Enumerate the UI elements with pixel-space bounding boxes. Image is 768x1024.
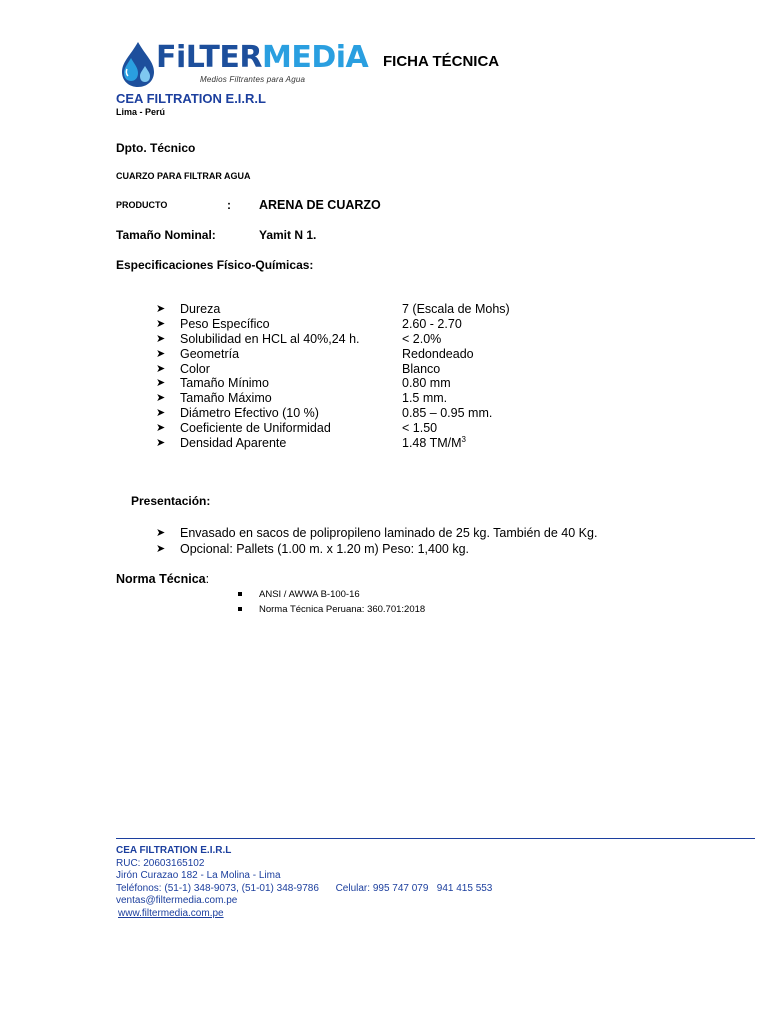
filtermedia-logo [116,38,369,90]
spec-name: Tamaño Máximo [180,391,272,406]
spec-value: 0.80 mm [402,376,451,391]
spec-value: 0.85 – 0.95 mm. [402,406,493,421]
water-drops-icon [116,40,160,88]
spec-value [402,436,466,451]
arrow-bullet-icon: ➤ [156,422,166,435]
arrow-bullet-icon: ➤ [156,332,166,345]
spec-value: 7 (Escala de Mohs) [402,302,510,316]
arrow-bullet-icon: ➤ [156,527,166,539]
spec-name: Color [180,361,210,376]
specifications-heading: Especificaciones Físico-Químicas: [116,258,314,272]
norm-text: ANSI / AWWA B-100-16 [259,589,360,600]
arrow-bullet-icon: ➤ [156,392,166,405]
footer-ruc: RUC: 20603165102 [116,857,205,869]
spec-name: Diámetro Efectivo (10 %) [180,406,319,421]
product-value: ARENA DE CUARZO [259,198,381,212]
company-name: CEA FILTRATION E.I.R.L [116,91,266,106]
presentation-heading: Presentación: [131,494,211,508]
square-bullet-icon [238,592,242,596]
norm-heading-text: Norma Técnica [116,572,206,586]
arrow-bullet-icon: ➤ [156,437,166,450]
logo-wordmark-part2: MEDiA [261,40,369,75]
presentation-text: Opcional: Pallets (1.00 m. x 1.20 m) Peso: 1,400 kg. [180,542,470,556]
nominal-size-label: Tamaño Nominal: [116,228,216,242]
square-bullet-icon [238,607,242,611]
company-city: Lima - Perú [116,107,166,117]
spec-value-text: 1.48 TM/M [402,436,462,451]
spec-name: Geometría [180,346,240,361]
document-subtitle: CUARZO PARA FILTRAR AGUA [116,171,251,181]
presentation-text: Envasado en sacos de polipropileno laminado de 25 kg. También de 40 Kg. [180,526,598,540]
spec-value: 1.5 mm. [402,391,448,406]
footer-email-link[interactable]: ventas@filtermedia.com.pe [116,895,238,907]
spec-value-superscript: 3 [461,434,466,444]
footer-address: Jirón Curazao 182 - La Molina - Lima [116,870,281,882]
footer-divider [116,838,755,839]
department: Dpto. Técnico [116,141,196,155]
logo-tagline: Medios Filtrantes para Agua [200,75,306,84]
arrow-bullet-icon: ➤ [156,543,166,555]
logo-wordmark [156,41,368,75]
spec-value: Redondeado [402,346,474,361]
arrow-bullet-icon: ➤ [156,317,166,330]
spec-name: Densidad Aparente [180,436,287,451]
nominal-size-value: Yamit N 1. [259,228,317,242]
spec-value: Blanco [402,361,441,376]
norm-heading-colon: : [205,572,210,586]
logo-wordmark-part1: FiLTER [156,40,262,75]
footer-phones: Teléfonos: (51-1) 348-9073, (51-01) 348-9786 Celular: 995 747 079 941 415 553 [116,882,493,894]
footer [116,845,492,921]
spec-name: Coeficiente de Uniformidad [180,421,331,436]
product-label: PRODUCTO [116,200,168,210]
spec-value: < 2.0% [402,331,442,346]
footer-company: CEA FILTRATION E.I.R.L [116,845,232,856]
arrow-bullet-icon: ➤ [156,303,166,315]
spec-value: 2.60 - 2.70 [402,316,462,331]
footer-website-link[interactable]: www.filtermedia.com.pe [118,907,224,919]
arrow-bullet-icon: ➤ [156,377,166,390]
arrow-bullet-icon: ➤ [156,407,166,420]
spec-name: Peso Específico [180,316,270,331]
norm-heading [116,572,209,586]
spec-name: Dureza [180,302,221,316]
arrow-bullet-icon: ➤ [156,347,166,360]
product-colon: : [227,198,231,212]
spec-name: Solubilidad en HCL al 40%,24 h. [180,331,360,346]
spec-value: < 1.50 [402,421,438,436]
document-title: FICHA TÉCNICA [383,53,500,70]
arrow-bullet-icon: ➤ [156,362,166,375]
spec-name: Tamaño Mínimo [180,376,269,391]
norm-text: Norma Técnica Peruana: 360.701:2018 [259,604,426,615]
